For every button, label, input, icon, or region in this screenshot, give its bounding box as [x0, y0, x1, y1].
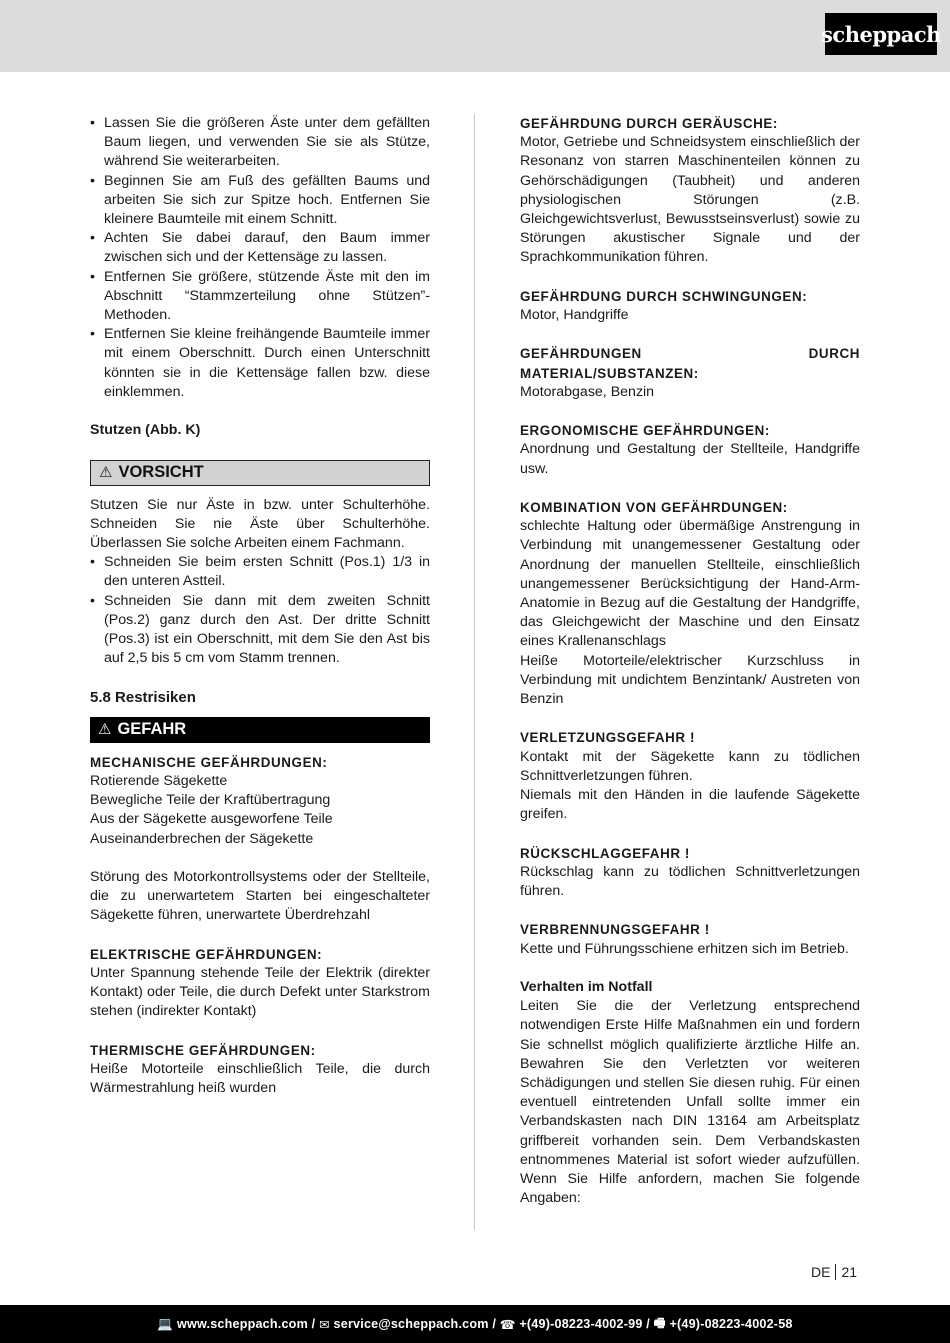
verb-heading: VERBRENNUNGSGEFAHR ! [520, 922, 710, 938]
felling-bullet-list [90, 114, 430, 402]
ergo-text: Anordnung und Gestaltung der Stellteile, Handgriffe usw. [520, 441, 860, 477]
stutzen-heading: Stutzen (Abb. K) [90, 422, 201, 439]
mech-line: Bewegliche Teile der Kraftübertragung [90, 792, 331, 809]
header-band [0, 0, 950, 72]
section-title: 5.8 Restrisiken [90, 688, 196, 706]
mail-icon: ✉ [319, 1317, 334, 1332]
list-item: • Schneiden Sie dann mit dem zweiten Schnitt (Pos.2) ganz durch den Ast. Der dritte Schnitt (Pos.3) ist ein Oberschnitt, mit dem Sie den Ast bis auf 2,5 bis 5 cm vom Stamm trennen. [90, 592, 430, 669]
elec-text: Unter Spannung stehende Teile der Elektrik (direkter Kontakt) oder Teile, die durch Defekt unter Starkstrom stehen (indirekter Kontakt) [90, 965, 430, 1020]
page-num-value: 21 [841, 1264, 858, 1280]
notfall-text: Leiten Sie die der Verletzung entsprechend notwendigen Erste Hilfe Maßnahmen ein und fordern Sie schnellst möglich qualifizierte ärztliche Hilfe an. Bewahren Sie den Verletzten vor weiteren Schädigungen und stellen Sie diesen ruhig. Für einen eventuell eintretenden Unfall sollte immer ein Verbandskasten nach DIN 13164 am Arbeitsplatz griffbereit vorhanden sein. Dem Verbandskasten entnommenes Material ist sofort wieder aufzufüllen. Wenn Sie Hilfe anfordern, machen Sie folgende Angaben: [520, 998, 860, 1207]
mat-text: Motorabgase, Benzin [520, 383, 655, 400]
footer-fax: +(49)-08223-4002-58 [669, 1317, 793, 1331]
noise-text: Motor, Getriebe und Schneidsystem einschließlich der Resonanz von starren Maschinenteilen können zu Gehörschädigungen (Taubheit) und anderen physiologischen Störungen (z.B. Gleichgewichtsverlust, Bewusstseinsverlust) sowie zu Störungen akustischer Signale und der Sprachkommunikation führen. [520, 134, 860, 266]
pruning-bullet-list [90, 553, 430, 668]
warning-triangle-icon: ⚠ [98, 721, 112, 739]
footer-web[interactable]: www.scheppach.com [176, 1317, 308, 1331]
motor-control-text: Störung des Motorkontrollsystems oder der Stellteile, die zu unerwartetem Starten bei eingeschalteter Sägekette führen, unerwartete Überdrehzahl [90, 869, 430, 924]
list-item: • Entfernen Sie kleine freihängende Baumteile immer mit einem Oberschnitt. Durch einen Unterschnitt könnten sie in die Kettensäge fallen bzw. diese einklemmen. [90, 325, 430, 402]
rueck-heading: RÜCKSCHLAGGEFAHR ! [520, 845, 690, 861]
therm-heading: THERMISCHE GEFÄHRDUNGEN: [90, 1042, 316, 1058]
verl-text-2: Niemals mit den Händen in die laufende Sägekette greifen. [520, 787, 860, 823]
brand-logo: scheppach [825, 13, 937, 55]
vib-heading: GEFÄHRDUNG DURCH SCHWINGUNGEN: [520, 288, 808, 304]
noise-heading: GEFÄHRDUNG DURCH GERÄUSCHE: [520, 116, 778, 131]
right-column [520, 114, 860, 1208]
footer-band: 💻 www.scheppach.com / ✉ service@scheppach.com / ☎ +(49)-08223-4002-99 / 🖷 +(49)-08223-4002-58 [0, 1305, 950, 1343]
mech-line: Aus der Sägekette ausgeworfene Teile [90, 811, 333, 828]
list-item: • Beginnen Sie am Fuß des gefällten Baums und arbeiten Sie sich zur Spitze hoch. Entfernen Sie kleinere Baumteile mit einem Schnitt. [90, 172, 430, 230]
komb-text-1: schlechte Haltung oder übermäßige Anstrengung in Verbindung mit unangemessener Gestaltung oder Anordnung der manuellen Stellteile, einschließlich unangemessener Berücksichtigung der Hand-Arm-Anatomie in Bezug auf die Gestaltung der Handgriffe, das Gleichgewicht der Maschine und den Einsatz eines Krallenanschlags [520, 518, 860, 650]
danger-label: GEFAHR [117, 720, 187, 739]
page-number [811, 1264, 857, 1280]
mech-heading: MECHANISCHE GEFÄHRDUNGEN: [90, 754, 328, 770]
danger-box [90, 717, 430, 743]
phone-icon: ☎ [499, 1317, 520, 1332]
verl-text-1: Kontakt mit der Sägekette kann zu tödlichen Schnittverletzungen führen. [520, 748, 860, 784]
elec-heading: ELEKTRISCHE GEFÄHRDUNGEN: [90, 946, 323, 962]
rueck-text: Rückschlag kann zu tödlichen Schnittverletzungen führen. [520, 863, 860, 900]
mech-line: Auseinanderbrechen der Sägekette [90, 830, 314, 847]
left-column [90, 114, 430, 1098]
list-item: • Schneiden Sie beim ersten Schnitt (Pos.1) 1/3 in den unteren Astteil. [90, 553, 430, 591]
list-item: • Entfernen Sie größere, stützende Äste mit den im Abschnitt “Stammzerteilung ohne Stützen”-Methoden. [90, 268, 430, 326]
verb-text: Kette und Führungsschiene erhitzen sich im Betrieb. [520, 940, 849, 957]
list-item: • Lassen Sie die größeren Äste unter dem gefällten Baum liegen, und verwenden Sie sie als Stütze, während Sie weiterarbeiten. [90, 114, 430, 172]
mech-line: Rotierende Sägekette [90, 773, 228, 790]
footer-phone: +(49)-08223-4002-99 [519, 1317, 643, 1331]
caution-box [90, 460, 430, 486]
column-divider [474, 114, 475, 1230]
notfall-heading: Verhalten im Notfall [520, 979, 653, 996]
therm-text: Heiße Motorteile einschließlich Teile, die durch Wärmestrahlung heiß wurden [90, 1061, 430, 1097]
list-item: • Achten Sie dabei darauf, den Baum immer zwischen sich und der Kettensäge zu lassen. [90, 229, 430, 267]
page-lang: DE [811, 1264, 831, 1280]
footer-email[interactable]: service@scheppach.com [333, 1317, 489, 1331]
verl-heading: VERLETZUNGSGEFAHR ! [520, 730, 696, 746]
warning-triangle-icon: ⚠ [99, 464, 113, 482]
caution-text: Stutzen Sie nur Äste in bzw. unter Schulterhöhe. Schneiden Sie nie Äste über Schulterhöhe. Überlassen Sie solche Arbeiten einem Fachmann. [90, 496, 430, 552]
computer-icon: 💻 [157, 1316, 177, 1331]
fax-icon: 🖷 [653, 1315, 670, 1330]
vib-text: Motor, Handgriffe [520, 307, 629, 324]
komb-heading: KOMBINATION VON GEFÄHRDUNGEN: [520, 500, 788, 515]
ergo-heading: ERGONOMISCHE GEFÄHRDUNGEN: [520, 423, 770, 439]
komb-text-2: Heiße Motorteile/elektrischer Kurzschluss in Verbindung mit undichtem Benzintank/ Austreten von Benzin [520, 652, 860, 708]
caution-label: VORSICHT [118, 463, 204, 482]
mat-heading: GEFÄHRDUNGEN DURCH MATERIAL/SUBSTANZEN: [520, 346, 860, 381]
